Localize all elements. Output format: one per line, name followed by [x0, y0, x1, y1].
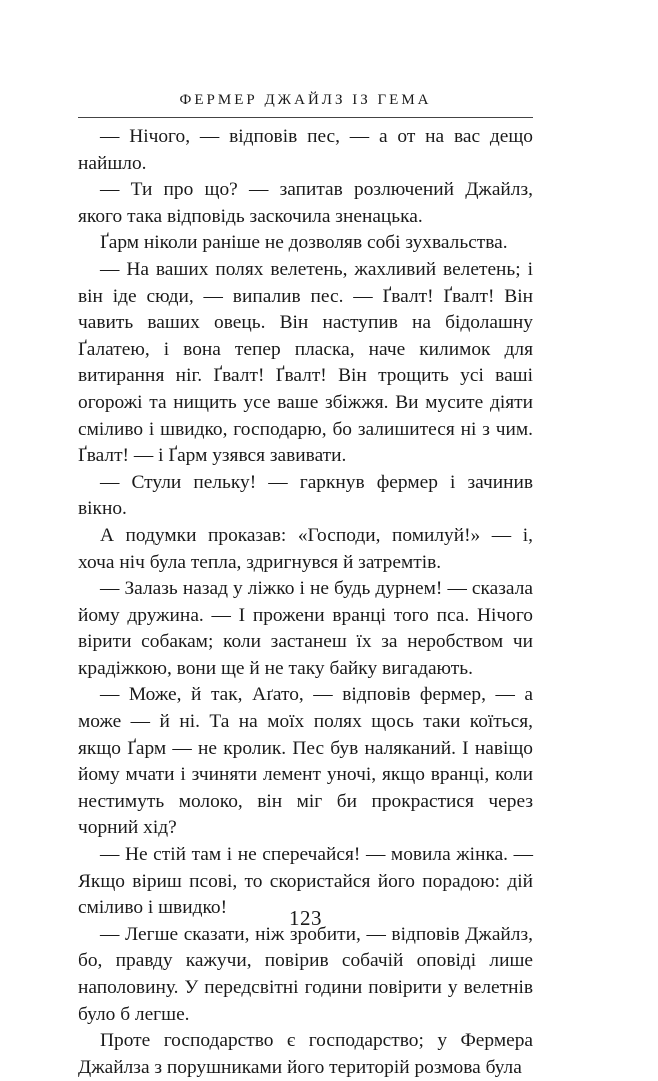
- paragraph: — Стули пельку! — гаркнув фермер і зачинив вікно.: [78, 471, 533, 520]
- paragraph: — На ваших полях велетень, жахливий велетень; і він іде сюди, — випалив пес. — Ґвалт! Ґвалт! Він чавить ваших овець. Він наступив на бідолашну Ґалатею, і вона тепер пласка, наче килимок для витирання ніг. Ґвалт! Ґвалт! Він трощить усі ваші огорожі та нищить усе ваше збіжжя. Ви мусите діяти сміливо і швидко, господарю, бо залишитеся ні з чим. Ґвалт! — і Ґарм узявся завивати.: [78, 258, 533, 467]
- paragraph: — Не стій там і не сперечайся! — мовила жінка. — Якщо віриш псові, то скористайся його порадою: дій сміливо і швидко!: [78, 844, 533, 919]
- body-text: [78, 124, 533, 1081]
- paragraph: — Залазь назад у ліжко і не будь дурнем! — сказала йому дружина. — І прожени вранці того пса. Нічого вірити собакам; коли застанеш їх за неробством чи крадіжкою, вони ще й не таку байку вигадають.: [78, 578, 533, 679]
- paragraph: — Ти про що? — запитав розлючений Джайлз, якого така відповідь заскочила зненацька.: [78, 179, 533, 227]
- paragraph: — Легше сказати, ніж зробити, — відповів Джайлз, бо, правду кажучи, повірив собачій оповіді лише наполовину. У передсвітні години повірити у велетнів було б легше.: [78, 923, 533, 1025]
- header-rule: [78, 117, 533, 118]
- page-number: 123: [289, 906, 322, 930]
- paragraph: Ґарм ніколи раніше не дозволяв собі зухвальства.: [100, 232, 508, 254]
- paragraph: А подумки проказав: «Господи, помилуй!» — і, хоча ніч була тепла, здригнувся й затремтів.: [78, 524, 533, 573]
- paragraph: — Може, й так, Аґато, — відповів фермер, — а може — й ні. Та на моїх полях щось таки коїться, якщо Ґарм — не кролик. Пес був наляканий. І навіщо йому мчати і зчиняти лемент уночі, якщо вранці, коли нестимуть молоко, він міг би прокрастися через чорний хід?: [78, 684, 533, 839]
- running-head: ФЕРМЕР ДЖАЙЛЗ ІЗ ГЕМА: [179, 92, 432, 108]
- paragraph: — Нічого, — відповів пес, — а от на вас дещо найшло.: [78, 126, 533, 174]
- paragraph: Проте господарство є господарство; у Фермера Джайлза з порушниками його територій розмова була: [78, 1030, 533, 1078]
